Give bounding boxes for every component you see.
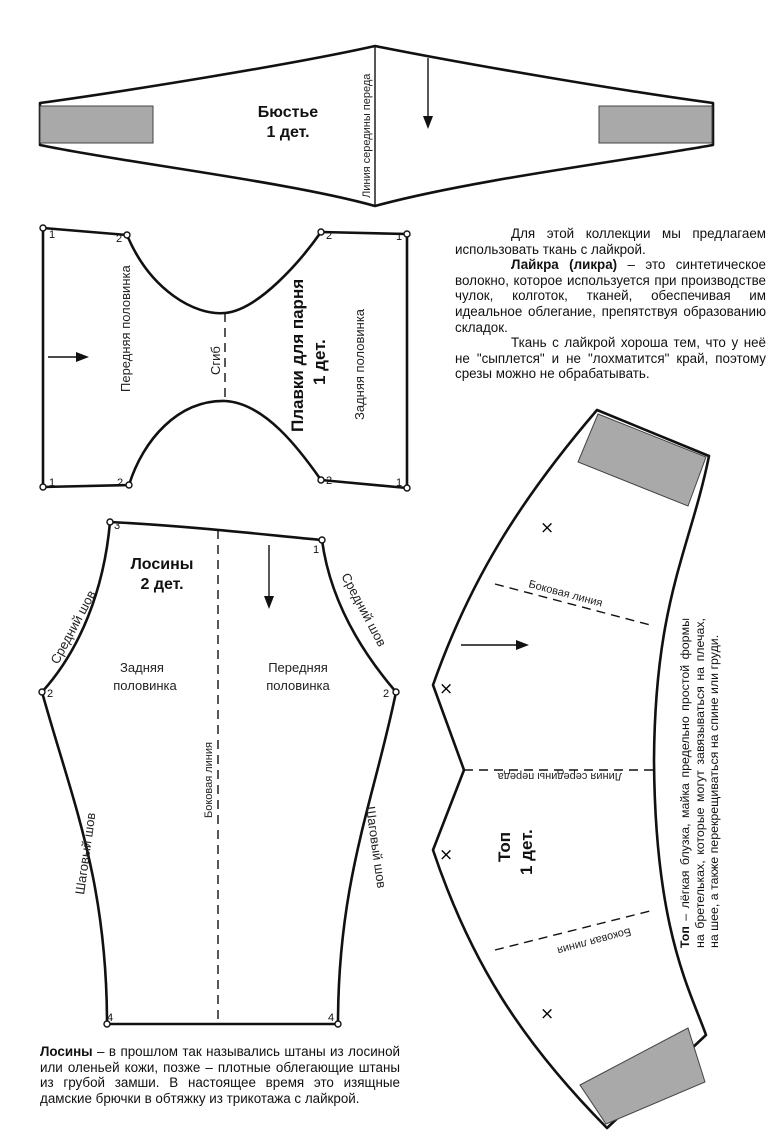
bustier-right-panel	[599, 106, 712, 143]
briefs-point	[126, 482, 132, 488]
briefs-count: 1 дет.	[310, 339, 329, 385]
leggings-piece	[39, 519, 399, 1027]
top-lower-panel	[580, 1028, 705, 1124]
leggings-point-number: 2	[47, 688, 54, 700]
briefs-point	[404, 231, 410, 237]
bustier-center-line-label: Линия середины переда	[361, 73, 373, 198]
briefs-point	[40, 484, 46, 490]
leggings-grain-arrow-head	[264, 596, 274, 609]
cross-mark: ×	[540, 1004, 555, 1024]
briefs-back-label: Задняя половинка	[352, 308, 367, 420]
leggings-term: Лосины	[40, 1044, 93, 1059]
briefs-point	[318, 229, 324, 235]
leggings-side-line-label: Боковая линия	[203, 742, 215, 818]
leggings-point	[39, 689, 45, 695]
cross-mark: ×	[540, 518, 555, 538]
briefs-point-number: 2	[117, 477, 124, 489]
leggings-point-number: 2	[383, 688, 390, 700]
leggings-title: Лосины	[130, 556, 194, 573]
briefs-point-number: 2	[116, 233, 123, 245]
top-side-line-lower-label: Боковая линия	[555, 925, 633, 957]
leggings-point-number: 4	[328, 1012, 335, 1024]
intro-text	[455, 226, 766, 382]
leggings-point	[335, 1021, 341, 1027]
briefs-point-number: 1	[49, 229, 56, 241]
bustier-title: Бюстье	[257, 104, 319, 121]
lycra-definition: – это синтетическое волокно, которое используется при производстве чулок, колготок, тканей, обеспечивая им идеальное облегание, препятствуя образованию складок.	[455, 257, 766, 335]
bustier-count: 1 дет.	[266, 124, 310, 141]
leggings-back-label: Задняя	[120, 660, 164, 675]
leggings-definition: – в прошлом так назывались штаны из лосиной или оленьей кожи, позже – плотные облегающие штаны из грубой замши. В настоящее время это изящные дамские брючки в обтяжку из трикотажа с лайкрой.	[40, 1044, 400, 1106]
cross-mark: ×	[439, 679, 454, 699]
top-outline	[433, 410, 709, 1128]
leggings-count: 2 дет.	[140, 576, 184, 593]
top-text	[678, 618, 722, 948]
top-center-line-label: Линия середины переда	[497, 770, 622, 782]
briefs-point-number: 1	[396, 231, 403, 243]
briefs-fold-label: Сгиб	[208, 346, 223, 375]
top-grain-arrow-head	[516, 640, 529, 650]
leggings-inseam-left: Шаговый шов	[72, 811, 99, 896]
briefs-point-number: 1	[49, 477, 56, 489]
leggings-back-label-2: половинка	[113, 678, 177, 693]
intro-paragraph-3: Ткань с лайкрой хороша тем, что у неё не "сыплется" и не "лохматится" край, поэтому срезы можно не обрабатывать.	[455, 335, 766, 382]
leggings-point-number: 1	[313, 544, 320, 556]
bustier-left-panel	[40, 106, 153, 143]
top-title: Топ	[495, 832, 514, 862]
leggings-mid-seam-left: Средний шов	[47, 587, 99, 667]
briefs-point	[40, 225, 46, 231]
briefs-grain-arrow-head	[76, 352, 89, 362]
leggings-front-label: Передняя	[268, 660, 328, 675]
briefs-piece	[40, 225, 410, 491]
leggings-mid-seam-right: Средний шов	[338, 570, 390, 649]
intro-paragraph-1: Для этой коллекции мы предлагаем использовать ткань с лайкрой.	[455, 226, 766, 257]
leggings-point	[107, 519, 113, 525]
briefs-point	[318, 477, 324, 483]
lycra-term: Лайкра (ликра)	[511, 257, 618, 273]
cross-mark: ×	[439, 845, 454, 865]
briefs-title: Плавки для парня	[288, 278, 307, 432]
briefs-front-text: Передняя половинка	[118, 265, 133, 392]
top-count: 1 дет.	[517, 829, 536, 875]
briefs-point-number: 2	[326, 230, 333, 242]
top-side-line-upper-label: Боковая линия	[527, 578, 604, 610]
leggings-point-number: 3	[114, 520, 121, 532]
top-definition: – лёгкая блузка, майка предельно простой формы на бретельках, которые могут завязываться на плечах, на шее, а также перекрещиваться на спине или груди.	[678, 618, 721, 948]
leggings-front-label-2: половинка	[266, 678, 330, 693]
top-piece	[433, 410, 709, 1128]
top-term: Топ	[678, 926, 692, 948]
bustier-piece	[40, 46, 713, 206]
briefs-point	[124, 232, 130, 238]
leggings-inseam-right: Шаговый шов	[363, 805, 390, 890]
briefs-point	[404, 485, 410, 491]
leggings-point	[393, 689, 399, 695]
briefs-point-number: 2	[326, 475, 333, 487]
leggings-point	[319, 537, 325, 543]
briefs-point-number: 1	[396, 477, 403, 489]
grain-arrow-head	[423, 116, 433, 129]
leggings-point-number: 4	[107, 1012, 114, 1024]
intro-paragraph-2	[455, 257, 766, 335]
leggings-text	[40, 1044, 400, 1106]
briefs-front-label	[118, 265, 133, 392]
